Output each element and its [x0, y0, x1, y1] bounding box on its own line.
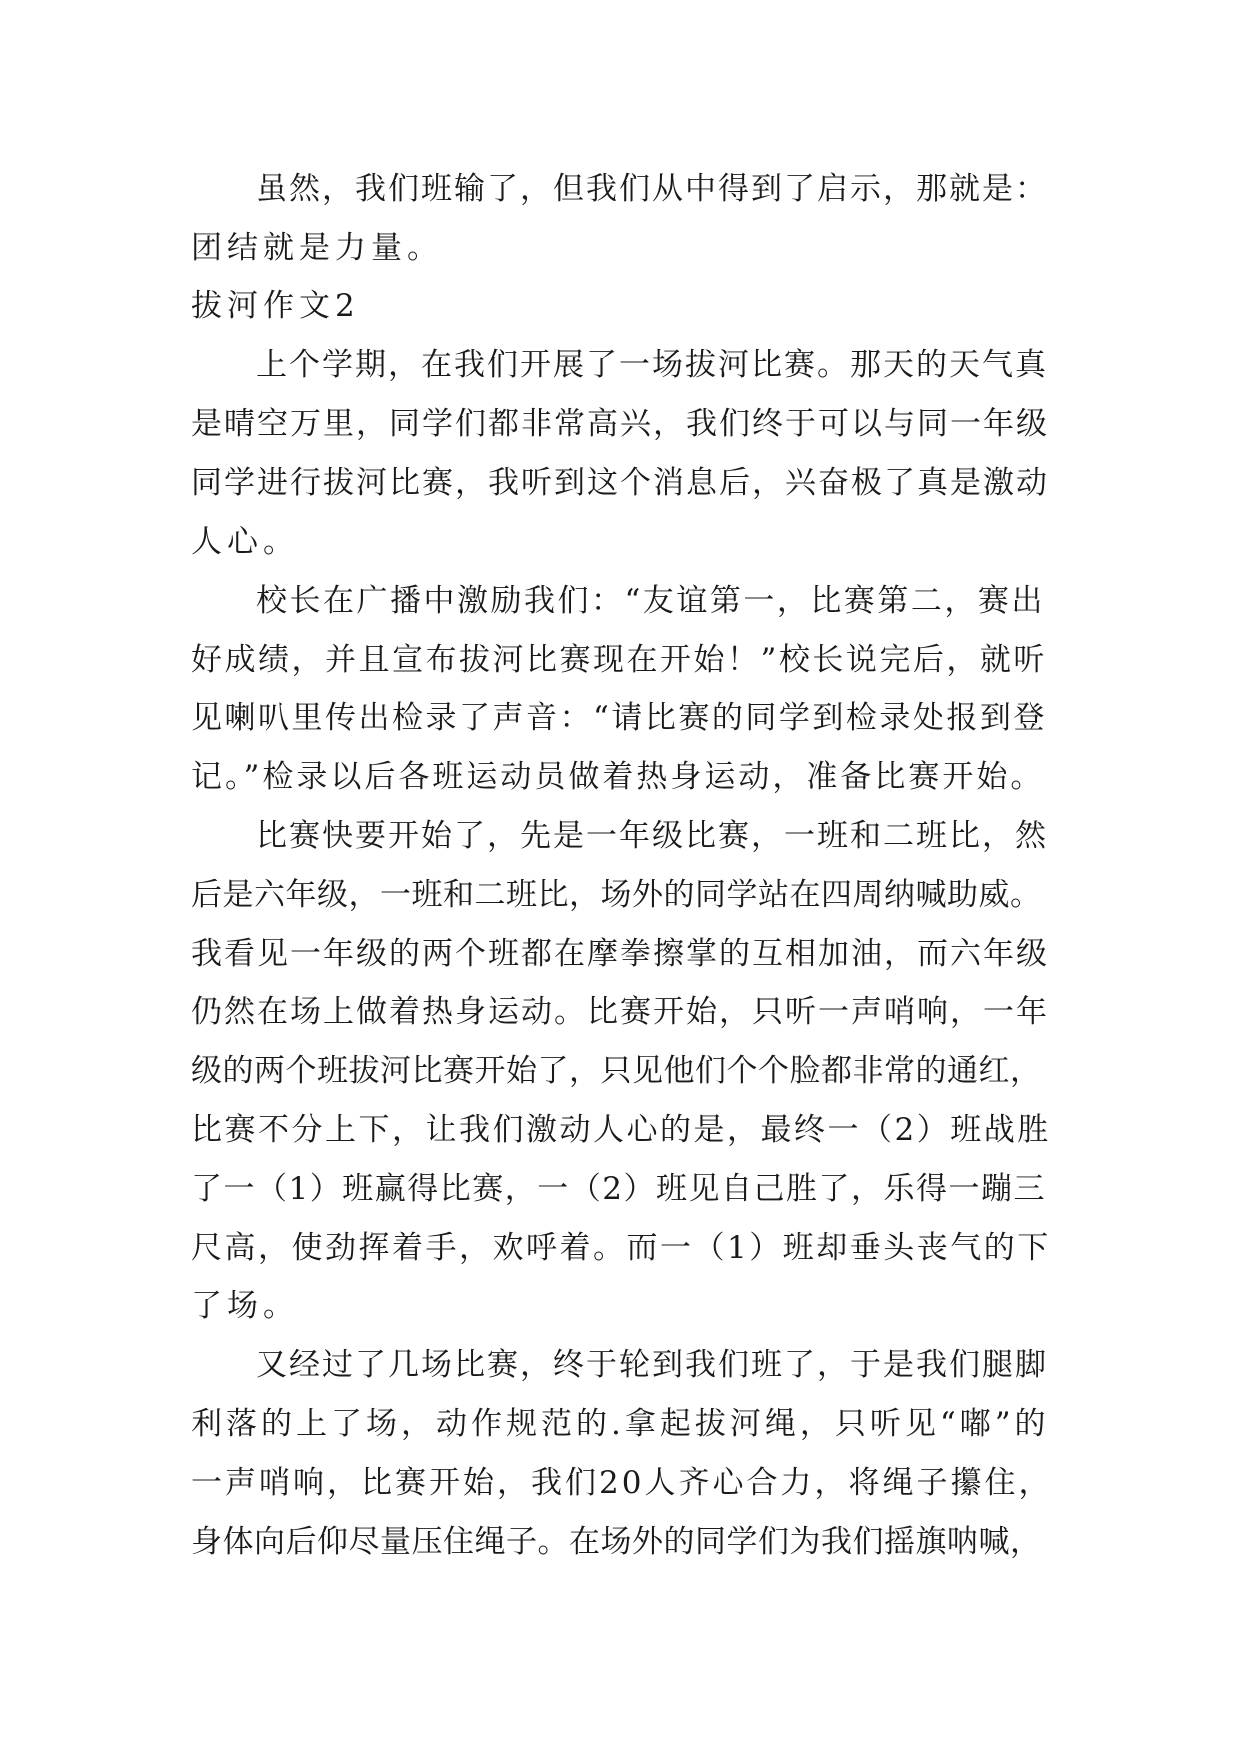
- paragraph-line: 见喇叭里传出检录了声音：“请比赛的同学到检录处报到登: [191, 700, 1047, 736]
- paragraph-line: 人心。: [191, 524, 299, 560]
- paragraph-line: 仍然在场上做着热身运动。比赛开始，只听一声哨响，一年: [191, 994, 1049, 1030]
- paragraph-line: 后是六年级，一班和二班比，场外的同学站在四周纳喊助威。: [191, 877, 1042, 913]
- paragraph-line: 级的两个班拔河比赛开始了，只见他们个个脸都非常的通红，: [191, 1053, 1042, 1089]
- paragraph-line: 身体向后仰尽量压住绳子。在场外的同学们为我们摇旗呐喊，: [191, 1524, 1042, 1560]
- paragraph-line: 尺高，使劲挥着手，欢呼着。而一（1）班却垂头丧气的下: [191, 1230, 1051, 1266]
- paragraph-line: 又经过了几场比赛，终于轮到我们班了，于是我们腿脚: [256, 1347, 1048, 1383]
- paragraph-line: 虽然，我们班输了，但我们从中得到了启示，那就是：: [256, 171, 1048, 207]
- paragraph-line: 上个学期，在我们开展了一场拔河比赛。那天的天气真: [256, 347, 1048, 383]
- paragraph-line: 同学进行拔河比赛，我听到这个消息后，兴奋极了真是激动: [191, 465, 1049, 501]
- paragraph-line: 了一（1）班赢得比赛，一（2）班见自己胜了，乐得一蹦三: [191, 1171, 1046, 1207]
- paragraph-line: 比赛不分上下，让我们激动人心的是，最终一（2）班战胜: [191, 1112, 1051, 1148]
- paragraph-line: 我看见一年级的两个班都在摩拳擦掌的互相加油，而六年级: [191, 936, 1049, 972]
- paragraph-line: 记。”检录以后各班运动员做着热身运动，准备比赛开始。: [191, 759, 1045, 795]
- paragraph-line: 比赛快要开始了，先是一年级比赛，一班和二班比，然: [256, 818, 1048, 854]
- paragraph-line: 一声哨响，比赛开始，我们20人齐心合力，将绳子攥住，: [191, 1465, 1053, 1501]
- section-heading: 拔河作文2: [191, 288, 360, 324]
- paragraph-line: 是晴空万里，同学们都非常高兴，我们终于可以与同一年级: [191, 406, 1049, 442]
- paragraph-line: 校长在广播中激励我们：“友谊第一，比赛第二，赛出: [256, 583, 1045, 619]
- paragraph-line: 利落的上了场，动作规范的.拿起拔河绳，只听见“嘟”的: [191, 1406, 1050, 1442]
- paragraph-line: 团结就是力量。: [191, 230, 443, 266]
- paragraph-line: 好成绩，并且宣布拔河比赛现在开始！”校长说完后，就听: [191, 642, 1047, 678]
- paragraph-line: 了场。: [191, 1288, 299, 1324]
